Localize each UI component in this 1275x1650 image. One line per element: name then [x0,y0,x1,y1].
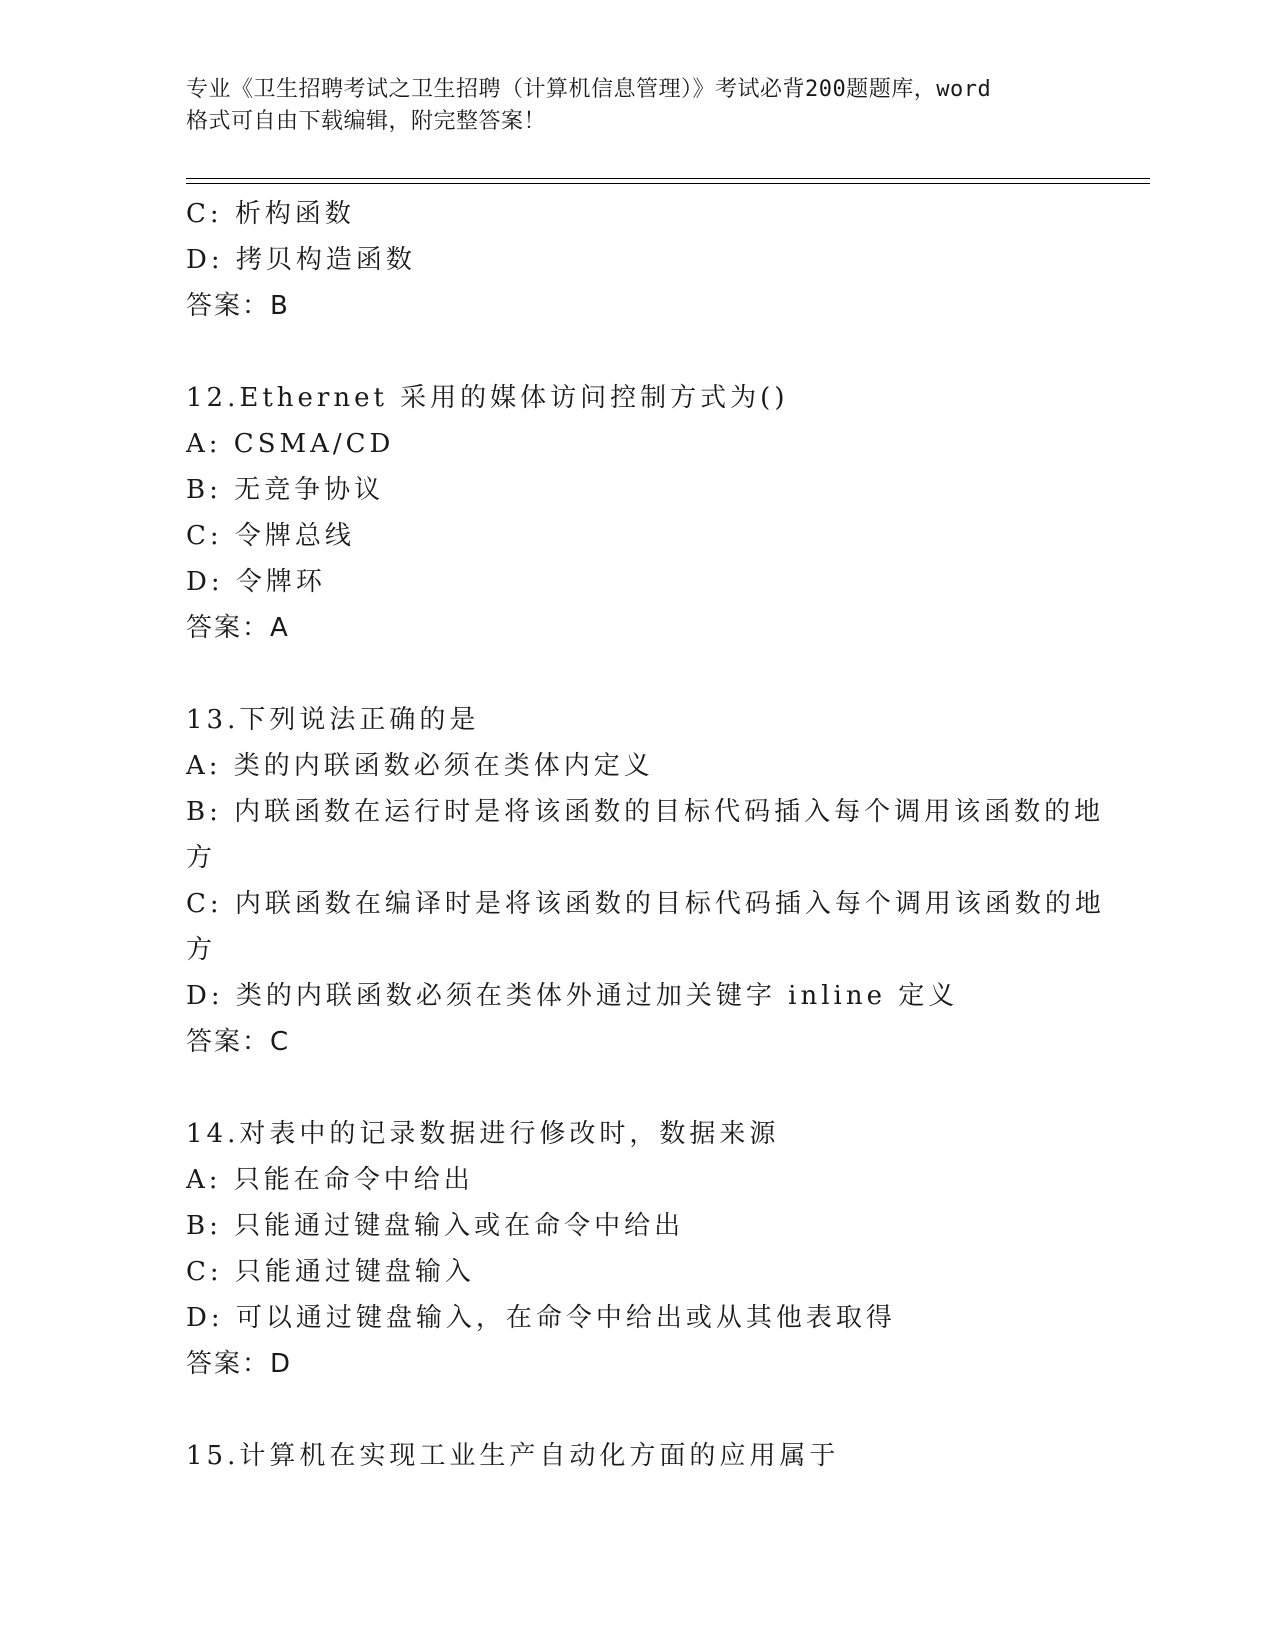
option-c: C: 内联函数在编译时是将该函数的目标代码插入每个调用该函数的地 [186,889,1105,919]
option-a: A: 类的内联函数必须在类体内定义 [186,751,654,781]
question-12 [186,375,1086,651]
header-line-1: 专业《卫生招聘考试之卫生招聘（计算机信息管理）》考试必背200题题库，word [186,77,992,102]
question-11-continued [186,191,1086,329]
question-stem: 13.下列说法正确的是 [186,705,480,735]
question-14 [186,1111,1086,1387]
question-list [186,191,1105,1479]
question-13 [186,697,1105,1065]
question-stem: 12.Ethernet 采用的媒体访问控制方式为() [186,383,789,413]
spacer [186,1065,1086,1111]
spacer [186,329,1086,375]
answer: 答案：D [186,1349,293,1379]
option-d: D: 拷贝构造函数 [186,245,416,275]
option-b: B: 内联函数在运行时是将该函数的目标代码插入每个调用该函数的地 [186,797,1105,827]
answer: 答案：C [186,1027,291,1057]
header-divider-top [186,178,1150,179]
option-c: C: 析构函数 [186,199,355,229]
option-b: B: 无竞争协议 [186,475,385,505]
option-c-continued: 方 [186,935,217,965]
option-d: D: 类的内联函数必须在类体外通过加关键字 inline 定义 [186,981,959,1011]
answer: 答案：A [186,613,290,643]
question-stem: 15.计算机在实现工业生产自动化方面的应用属于 [186,1441,840,1471]
document-header [186,74,1086,138]
option-b: B: 只能通过键盘输入或在命令中给出 [186,1211,685,1241]
option-d: D: 令牌环 [186,567,326,597]
question-stem: 14.对表中的记录数据进行修改时，数据来源 [186,1119,780,1149]
spacer [186,1387,1086,1433]
option-a: A: CSMA/CD [186,429,395,459]
option-a: A: 只能在命令中给出 [186,1165,474,1195]
header-line-2: 格式可自由下载编辑，附完整答案！ [186,109,547,134]
header-divider-bottom [186,183,1150,184]
spacer [186,651,1086,697]
option-b-continued: 方 [186,843,217,873]
option-c: C: 只能通过键盘输入 [186,1257,475,1287]
option-c: C: 令牌总线 [186,521,355,551]
option-d: D: 可以通过键盘输入，在命令中给出或从其他表取得 [186,1303,896,1333]
question-15 [186,1433,1086,1479]
answer: 答案：B [186,291,290,321]
